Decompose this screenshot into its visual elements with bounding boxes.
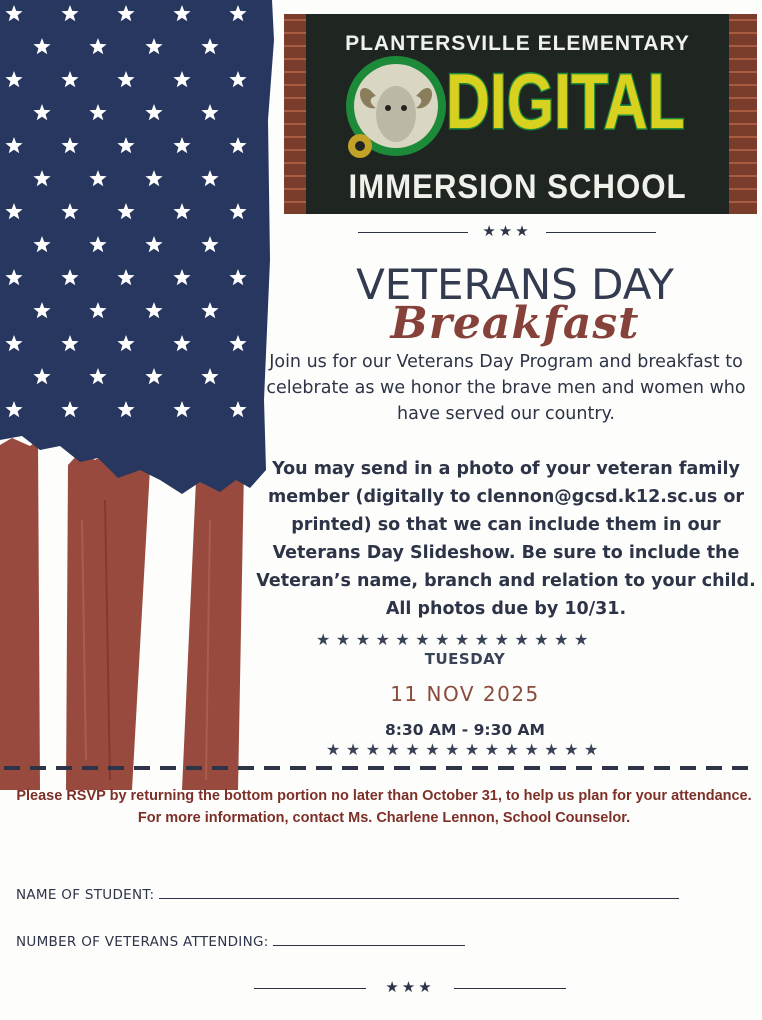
ram-mascot-icon [340,50,452,162]
school-sign-photo [284,14,757,214]
sign-digital-text: DIGITAL [446,57,685,145]
photo-request-paragraph: You may send in a photo of your veteran family member (digitally to clennon@gcsd.k12.sc.us or printed) so that we can include them in our Veterans Day Slideshow. Be sure to include the Veteran’s name, branch and relation to your child. All photos due by 10/31. [256,459,756,619]
star-row-bottom: ★★★★★★★★★★★★★★ [326,740,604,759]
star-row-top: ★★★★★★★★★★★★★★ [316,630,594,649]
divider-stars-bottom: ★★★ [385,978,435,996]
divider-stars: ★★★ [482,222,532,240]
veterans-count-field[interactable] [16,934,465,950]
rsvp-instructions: Please RSVP by returning the bottom portion no later than October 31, to help us plan for your attendance. For more information, contact Ms. Charlene Lennon, School Counselor. [16,788,752,826]
veterans-count-blank[interactable] [273,944,465,946]
student-name-label: NAME OF STUDENT: [16,887,155,903]
sign-immersion-school: IMMERSION SCHOOL [348,168,687,206]
intro-paragraph: Join us for our Veterans Day Program and breakfast to celebrate as we honor the brave men and women who have served our country. [266,352,746,424]
event-date: 11 NOV 2025 [390,682,540,706]
veterans-count-label: NUMBER OF VETERANS ATTENDING: [16,934,269,950]
event-title: VETERANS DAY [356,260,674,309]
event-script-title: Breakfast [390,298,640,349]
student-name-blank[interactable] [159,897,679,899]
american-flag-image [0,0,280,790]
sign-panel [306,14,729,214]
student-name-field[interactable] [16,887,679,903]
event-time: 8:30 AM - 9:30 AM [385,721,545,739]
sign-school-name: PLANTERSVILLE ELEMENTARY [345,32,690,55]
star-divider-bottom [254,978,566,998]
event-day: TUESDAY [424,650,506,668]
dashed-cut-line [4,766,758,770]
star-divider-top [358,222,656,242]
